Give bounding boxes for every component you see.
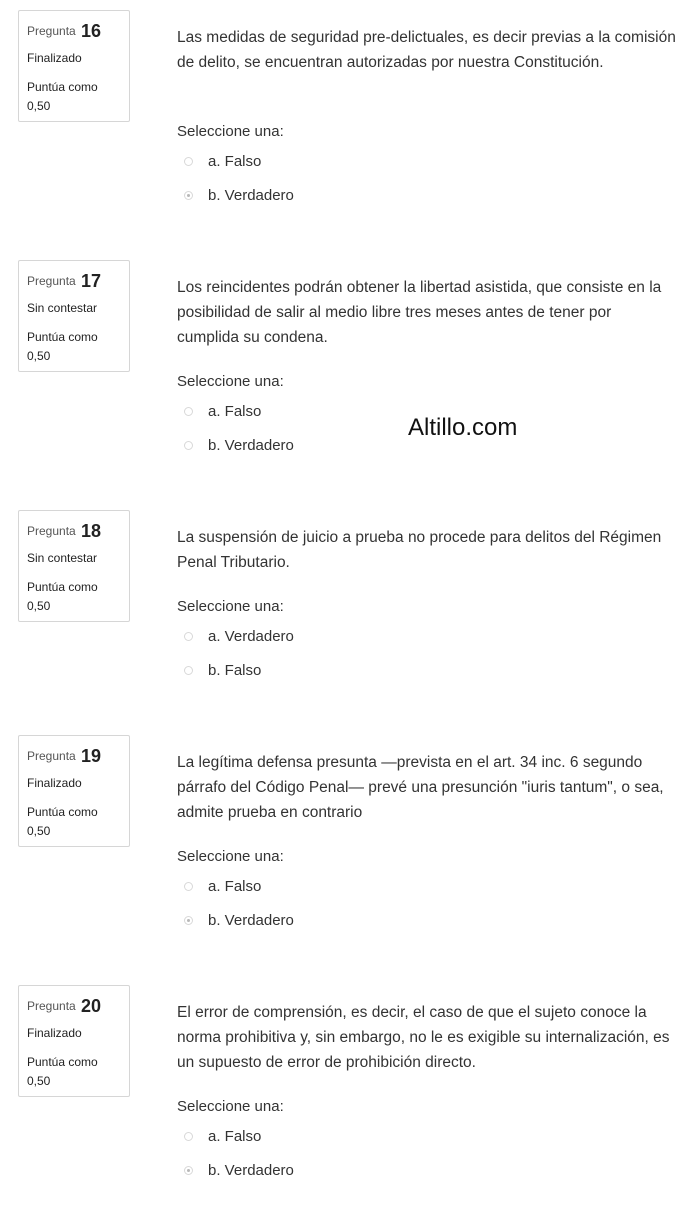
question-number [27, 269, 101, 290]
answer-option[interactable] [184, 660, 261, 680]
question-grade-label: Puntúa como [27, 1055, 98, 1069]
question-grade-label: Puntúa como [27, 330, 98, 344]
question-text: Las medidas de seguridad pre-delictuales, es decir previas a la comisión de delito, se encuentran autorizadas por nuestra Constitución. [177, 29, 676, 71]
question-grade-label: Puntúa como [27, 80, 98, 94]
radio-button[interactable] [184, 407, 193, 416]
answer-prompt: Seleccione una: [177, 1098, 284, 1115]
radio-button[interactable] [184, 157, 193, 166]
question-text: La suspensión de juicio a prueba no procede para delitos del Régimen Penal Tributario. [177, 529, 662, 571]
question-number [27, 519, 101, 540]
question-state: Finalizado [27, 1026, 82, 1040]
question-grade-value: 0,50 [27, 599, 51, 613]
answer-option-label: b. Falso [208, 661, 262, 679]
question-state: Sin contestar [27, 301, 98, 315]
answer-option[interactable] [184, 1160, 294, 1180]
question-state: Finalizado [27, 51, 82, 65]
question-block [0, 510, 700, 750]
radio-button[interactable] [184, 632, 193, 641]
question-block [0, 260, 700, 500]
answer-option-label: b. Verdadero [208, 186, 294, 204]
answer-option[interactable] [184, 401, 261, 421]
question-number [27, 19, 101, 40]
answer-prompt: Seleccione una: [177, 848, 284, 865]
radio-button[interactable] [184, 666, 193, 675]
answer-option-label: a. Verdadero [208, 627, 294, 645]
question-text: La legítima defensa presunta —prevista en el art. 34 inc. 6 segundo párrafo del Código Penal— prevé una presunción "iuris tantum", o sea, admite prueba en contrario [177, 754, 664, 821]
question-block [0, 985, 700, 1225]
question-info-box [18, 510, 130, 622]
question-number-value: 18 [81, 521, 102, 541]
question-info-box [18, 10, 130, 122]
answer-option-label: a. Falso [208, 877, 262, 895]
answer-option[interactable] [184, 626, 294, 646]
answer-option[interactable] [184, 910, 294, 930]
question-grade-value: 0,50 [27, 824, 51, 838]
question-block [0, 10, 700, 250]
answer-option[interactable] [184, 1126, 261, 1146]
question-block [0, 735, 700, 975]
radio-button[interactable] [184, 1132, 193, 1141]
radio-button[interactable] [184, 1166, 193, 1175]
answer-option[interactable] [184, 876, 261, 896]
question-number-value: 20 [81, 996, 102, 1016]
question-number-label: Pregunta [27, 749, 76, 763]
answer-option-label: b. Verdadero [208, 911, 294, 929]
question-grade-label: Puntúa como [27, 580, 98, 594]
question-number-value: 16 [81, 21, 102, 41]
watermark: Altillo.com [408, 414, 518, 441]
question-number-label: Pregunta [27, 999, 76, 1013]
question-grade-value: 0,50 [27, 1074, 51, 1088]
answer-option-label: a. Falso [208, 152, 262, 170]
question-number [27, 744, 101, 765]
answer-option-label: b. Verdadero [208, 1161, 294, 1179]
question-number-label: Pregunta [27, 24, 76, 38]
radio-button[interactable] [184, 191, 193, 200]
answer-option[interactable] [184, 185, 294, 205]
question-text: Los reincidentes podrán obtener la libertad asistida, que consiste en la posibilidad de salir al medio libre tres meses antes de tener por cumplida su condena. [177, 279, 662, 346]
question-number [27, 994, 101, 1015]
question-grade-value: 0,50 [27, 349, 51, 363]
question-number-label: Pregunta [27, 524, 76, 538]
question-number-label: Pregunta [27, 274, 76, 288]
radio-button[interactable] [184, 441, 193, 450]
question-state: Sin contestar [27, 551, 98, 565]
question-number-value: 17 [81, 271, 102, 291]
question-info-box [18, 735, 130, 847]
radio-button[interactable] [184, 916, 193, 925]
question-grade-value: 0,50 [27, 99, 51, 113]
question-grade-label: Puntúa como [27, 805, 98, 819]
answer-option[interactable] [184, 435, 294, 455]
answer-prompt: Seleccione una: [177, 123, 284, 140]
question-info-box [18, 260, 130, 372]
answer-prompt: Seleccione una: [177, 598, 284, 615]
answer-option-label: b. Verdadero [208, 436, 294, 454]
question-text: El error de comprensión, es decir, el caso de que el sujeto conoce la norma prohibitiva y, sin embargo, no le es exigible su internalización, es un supuesto de error de prohibición directo. [177, 1004, 670, 1071]
answer-option-label: a. Falso [208, 402, 262, 420]
question-info-box [18, 985, 130, 1097]
question-number-value: 19 [81, 746, 102, 766]
radio-button[interactable] [184, 882, 193, 891]
answer-prompt: Seleccione una: [177, 373, 284, 390]
answer-option[interactable] [184, 151, 261, 171]
question-state: Finalizado [27, 776, 82, 790]
answer-option-label: a. Falso [208, 1127, 262, 1145]
